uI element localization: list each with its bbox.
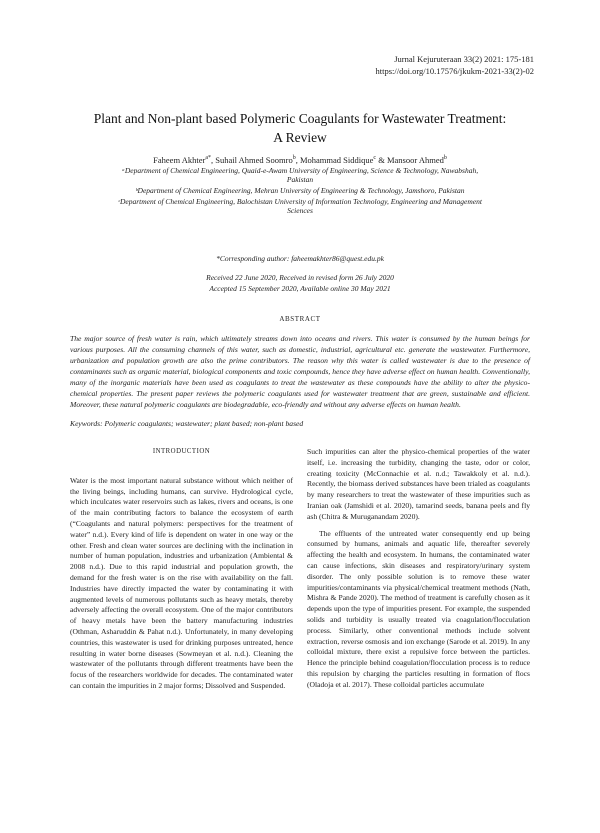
keywords: Keywords: Polymeric coagulants; wastewater; plant based; non-plant based bbox=[70, 419, 304, 428]
journal-citation: Jurnal Kejuruteraan 33(2) 2021: 175-181 bbox=[394, 54, 534, 64]
author-affiliation-mark: c bbox=[373, 155, 377, 161]
affiliation-c: ᶜDepartment of Chemical Engineering, Balochistan University of Information Technology, Engineering and Management Sciences bbox=[118, 197, 482, 216]
paper-title bbox=[60, 109, 540, 147]
affiliation-b: ᵇDepartment of Chemical Engineering, Mehran University of Engineering & Technology, Jamshoro, Pakistan bbox=[135, 186, 465, 195]
author-separator: & bbox=[376, 154, 387, 165]
body-paragraph: The effluents of the untreated water consequently end up being consumed by humans, animals and aquatic life, thereafter severely affecting the health and ecosystem. In humans, the contaminated water can cause infections, skin diseases and respiratory/urinary system disorder. The only possible solution is to remove these water impurities/contaminants via physical/chemical treatment methods (Nath, Mishra & Pande 2020). The method of treatment is carefully chosen as it depends upon the type of impurities present. For example, the suspended solids and turbidity is usually treated via coagulation/flocculation process. Similarly, other conventional methods include solvent extraction, reverse osmosis and ion exchange (Sarode et al. 2019). In any colloidal mixture, there exist a repulsive force between the particles. Hence the principle behind coagulation/flocculation process is to reduce this repulsion by charging the particles resulting in formation of flocs (Oladoja et al. 2017). These colloidal particles accumulate bbox=[307, 528, 530, 689]
body-column-right bbox=[307, 447, 530, 691]
dates-accepted: Accepted 15 September 2020, Available online 30 May 2021 bbox=[209, 284, 391, 293]
author-affiliation-mark: b bbox=[292, 155, 296, 161]
paper-title-line2: A Review bbox=[273, 130, 327, 145]
author-name: Suhail Ahmed Soomro bbox=[215, 154, 293, 165]
journal-doi[interactable]: https://doi.org/10.17576/jkukm-2021-33(2)-02 bbox=[375, 66, 534, 76]
body-paragraph: Such impurities can alter the physico-chemical properties of the water itself, i.e. increasing the turbidity, changing the taste, odor or color, creating toxicity (McConnachie et al. n.d.; Tawakkoly et al. n.d.). Recently, the biomass derived substances have been trialed as coagulants by many researchers to treat the wastewater of these impurities such as Iranian oak (Jamshidi et al. 2020), tamarind seeds, banana peels and fly ash (Chitra & Muruganandam 2020). bbox=[307, 447, 530, 521]
author-name: Mansoor Ahmed bbox=[386, 154, 444, 165]
paper-title-line1: Plant and Non-plant based Polymeric Coagulants for Wastewater Treatment: bbox=[93, 111, 507, 126]
dates-received: Received 22 June 2020, Received in revised form 26 July 2020 bbox=[206, 273, 394, 282]
author-name: Faheem Akhter bbox=[153, 154, 206, 165]
affiliation-a: ᵃDepartment of Chemical Engineering, Quaid-e-Awam University of Engineering, Science & Technology, Nawabshah, Pakistan bbox=[121, 166, 479, 185]
author-name: Mohammad Siddique bbox=[299, 154, 374, 165]
corresponding-author: *Corresponding author: faheemakhter86@quest.edu.pk bbox=[216, 254, 384, 263]
body-paragraph: Water is the most important natural substance without which neither of the living beings, including humans, can survive. Hydrological cycle, which inculcates water reservoirs such as lakes, rivers and oceans, is one of the main contributing factors to balance the ecosystem of earth (“Coagulants and natural polymers: perspectives for the treatment of water” n.d.). Every kind of life is dependent on water in one way or the other. Fresh and clean water sources are declining with the inclination in number of human population, industries and urbanization (Ambiental & 2008 n.d.). Due to this rapid industrial and population growth, the demand for the fresh water is on the rise with availability on the fall. Industries have directly impacted the water by contaminating it with augmented levels of numerous pollutants such as heavy metals, thereby adversely affecting the overall ecosystem. One of the major contributors of heavy metals have been the battery manufacturing industries (Othman, Asharuddin & Pahat n.d.). Unfortunately, in many developing countries, this wastewater is used for drinking purposes untreated, hence resulting in water borne diseases (Sowmeyan et al. n.d.). Cleaning the wastewater of the pollutants through different treatments have been the focus of the researchers worldwide for decades. The contaminated water can contain the impurities in 2 major forms; Dissolved and Suspended. bbox=[70, 475, 293, 690]
section-heading-introduction: INTRODUCTION bbox=[152, 448, 211, 455]
body-column-left bbox=[70, 447, 293, 692]
abstract-text: The major source of fresh water is rain, which ultimately streams down into oceans and rivers. This water is consumed by the human beings for various purposes. All the consuming channels of this water, such as domestic, industrial, agricultural etc. generate the wastewater. Furthermore, urbanization and population growth are also the prime contributors. The reason why this water is called wastewater is due to the presence of contaminants such as organic material, biological components and toxic compounds, hence they have adverse effect on human health. Conventionally, many of the inorganic materials have been used as coagulants to treat the wastewater as these compounds have the ability to alter the physico-chemical properties. The present paper reviews the polymeric coagulants used for wastewater treatment that are green, sustainable and efficient. Moreover, these natural polymeric coagulants are biodegradable, eco-friendly and without any adverse effects on human health. bbox=[70, 334, 530, 409]
author-separator: , bbox=[211, 154, 216, 165]
journal-header bbox=[234, 53, 534, 77]
author-affiliation-mark: a* bbox=[205, 155, 211, 161]
author-separator: , bbox=[295, 154, 300, 165]
author-affiliation-mark: b bbox=[443, 155, 447, 161]
author-list bbox=[70, 153, 530, 166]
publication-dates bbox=[110, 272, 490, 294]
abstract-heading: ABSTRACT bbox=[279, 315, 321, 323]
